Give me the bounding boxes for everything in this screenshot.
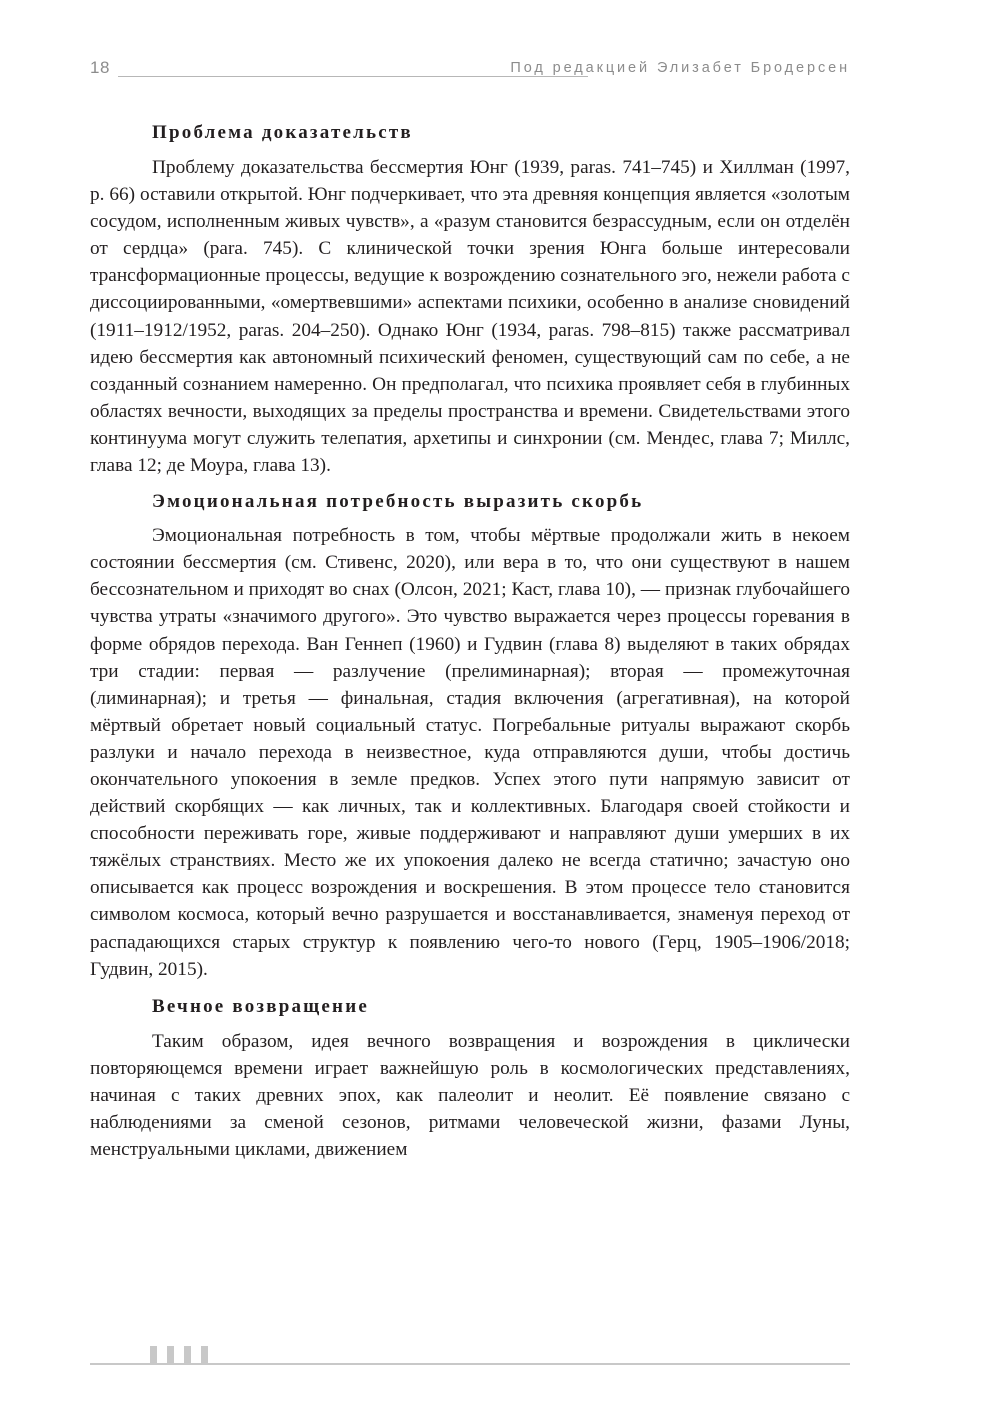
page-body <box>90 117 850 1163</box>
running-title: Под редакцией Элизабет Бродерсен <box>510 60 850 76</box>
footer-marks <box>150 1346 208 1364</box>
footer-mark <box>201 1346 208 1363</box>
section-heading-grief: Эмоциональная потребность выразить скорбь <box>152 491 644 513</box>
section-heading-eternal-return: Вечное возвращение <box>152 995 369 1017</box>
page-header <box>90 58 850 88</box>
footer-mark <box>150 1346 157 1363</box>
footer-mark <box>184 1346 191 1363</box>
section-paragraph-grief: Эмоциональная потребность в том, чтобы мёртвые продолжали жить в некоем состоянии бессмертия (см. Стивенс, 2020), или вера в то, что они существуют в нашем бессознательном и приходят во снах (Олсон, 2021; Каст, глава 10), — признак глубочайшего чувства утраты «значимого другого». Это чувство выражается через процессы горевания в форме обрядов перехода. Ван Геннеп (1960) и Гудвин (глава 8) выделяют в таких обрядах три стадии: первая — разлучение (прелиминарная); вторая — промежуточная (лиминарная); и третья — финальная, стадия включения (агрегативная), на которой мёртвый обретает новый социальный статус. Погребальные ритуалы выражают скорбь разлуки и начало перехода в неизвестное, куда отправляются души, чтобы достичь окончательного упокоения в земле предков. Успех этого пути напрямую зависит от действий скорбящих — как личных, так и коллективных. Благодаря своей стойкости и способности переживать горе, живые поддерживают и направляют души умерших в их тяжёлых странствиях. Место же их упокоения далеко не всегда статично; зачастую оно описывается как процесс возрождения и воскрешения. В этом процессе тело становится символом космоса, который вечно разрушается и восстанавливается, знаменуя переход от распадающихся старых структур к появлению чего-то нового (Герц, 1905–1906/2018; Гудвин, 2015). <box>90 525 850 980</box>
section-paragraph-proof: Проблему доказательства бессмертия Юнг (1939, paras. 741–745) и Хиллман (1997, p. 66) оставили открытой. Юнг подчеркивает, что эта древняя концепция является «золотым сосудом, исполненным живых чувств», а «разум становится безрассудным, если он отделён от сердца» (para. 745). С клинической точки зрения Юнга больше интересовали трансформационные процессы, ведущие к возрождению сознательного эго, нежели работа с диссоциированными, «омертвевшими» аспектами психики, особенно в анализе сновидений (1911–1912/1952, paras. 204–250). Однако Юнг (1934, paras. 798–815) также рассматривал идею бессмертия как автономный психический феномен, существующий сам по себе, а не созданный сознанием намеренно. Он предполагал, что психика проявляет себя в глубинных областях вечности, выходящих за пределы пространства и времени. Свидетельствами этого континуума могут служить телепатия, архетипы и синхронии (см. Мендес, глава 7; Миллс, глава 12; де Моура, глава 13). <box>90 157 850 477</box>
footer-rule <box>90 1363 850 1365</box>
section-paragraph-eternal-return: Таким образом, идея вечного возвращения и возрождения в циклически повторяющемся времени играет важнейшую роль в космологических представлениях, начиная с таких древних эпох, как палеолит и неолит. Её появление связано с наблюдениями за сменой сезонов, ритмами человеческой жизни, фазами Луны, менструальными циклами, движением <box>90 1030 850 1161</box>
header-rule <box>118 76 588 77</box>
page-number: 18 <box>90 58 110 77</box>
footer-mark <box>167 1346 174 1363</box>
section-heading-proof: Проблема доказательств <box>152 122 413 143</box>
